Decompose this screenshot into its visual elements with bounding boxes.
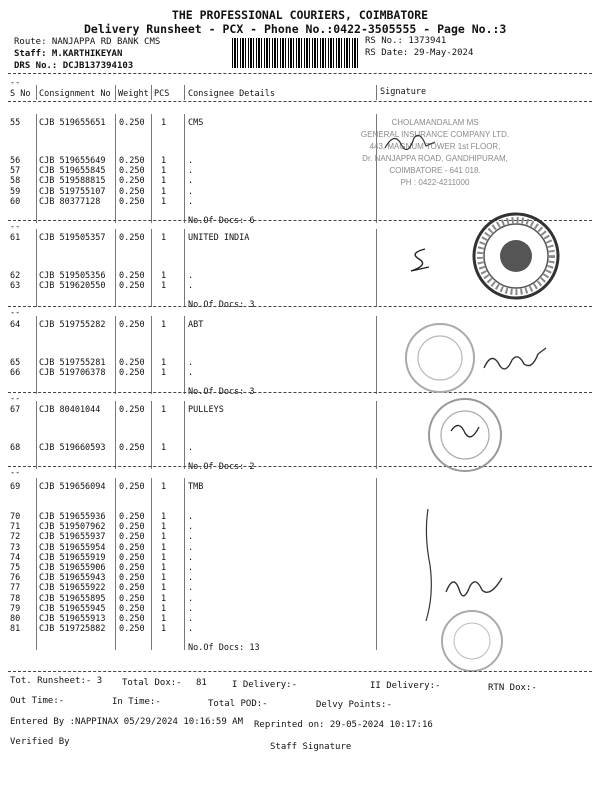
ii-delivery-label: II Delivery:-: [370, 681, 441, 691]
col-divider: [184, 401, 185, 469]
row-consignment-no: CJB 519655845: [39, 166, 106, 177]
verified-by: Verified By: [10, 737, 70, 747]
col-divider: [376, 478, 377, 650]
row-weight: 0.250: [119, 573, 145, 584]
row-weight: 0.250: [119, 271, 145, 281]
total-dox-value: 81: [196, 678, 207, 688]
row-sno: 80: [10, 614, 21, 624]
row-weight: 0.250: [119, 176, 145, 187]
row-weight: 0.250: [119, 614, 145, 624]
i-delivery-label: I Delivery:-: [232, 680, 298, 690]
row-sno: 75: [10, 563, 21, 573]
row-pcs: 1: [161, 186, 167, 197]
barcode-image: [232, 38, 360, 68]
row-dot-marker: .: [188, 563, 194, 573]
row-weight: 0.250: [119, 405, 145, 415]
col-divider: [151, 316, 152, 394]
row-sno: 65: [10, 358, 21, 368]
row-dot-marker: .: [188, 156, 194, 166]
staff-signature: Staff Signature: [270, 742, 352, 752]
row-pcs: 1: [161, 563, 167, 573]
header-separator: [8, 73, 592, 74]
row-pcs: 1: [161, 573, 167, 584]
row-weight: 0.250: [119, 368, 145, 379]
row-weight: 0.250: [119, 603, 145, 614]
col-divider: [36, 478, 37, 650]
row-pcs: 1: [161, 532, 167, 543]
row-sno: 64: [10, 320, 21, 330]
row-pcs: 1: [161, 614, 167, 624]
row-pcs: 1: [161, 320, 167, 330]
docs-count: No.Of Docs: 6: [188, 216, 255, 226]
total-pod-label: Total POD:-: [208, 699, 268, 709]
col-divider: [115, 478, 116, 650]
docs-count: No.Of Docs: 2: [188, 462, 255, 473]
total-dox-label: Total Dox:-: [122, 678, 182, 688]
row-consignment-no: CJB 519620550: [39, 281, 106, 292]
consignee-name: PULLEYS: [188, 405, 224, 415]
united-india-seal: [470, 210, 562, 302]
row-dot-marker: .: [188, 522, 194, 533]
row-pcs: 1: [161, 512, 167, 522]
pulleys-seal: [425, 395, 505, 475]
col-divider: [36, 401, 37, 469]
col-weight: Weight: [118, 89, 149, 99]
row-dot-marker: .: [188, 443, 194, 453]
group-separator: [8, 392, 592, 393]
row-dot-marker: .: [188, 166, 194, 177]
row-consignment-no: CJB 519507962: [39, 522, 106, 533]
row-pcs: 1: [161, 522, 167, 533]
col-divider: [36, 114, 37, 223]
row-weight: 0.250: [119, 118, 145, 128]
runsheet-total: Tot. Runsheet:- 3: [10, 676, 103, 686]
col-divider: [151, 114, 152, 223]
row-consignment-no: CJB 519706378: [39, 368, 106, 379]
row-sno: 59: [10, 186, 21, 197]
header-dash: --: [10, 78, 21, 88]
row-consignment-no: CJB 519655895: [39, 593, 106, 604]
row-dot-marker: .: [188, 542, 194, 553]
col-signature: Signature: [380, 87, 427, 97]
row-weight: 0.250: [119, 593, 145, 604]
row-consignment-no: CJB 519655913: [39, 614, 106, 624]
row-sno: 58: [10, 176, 21, 187]
row-consignment-no: CJB 519588815: [39, 176, 106, 187]
row-consignment-no: CJB 519655937: [39, 532, 106, 543]
abt-seal: [400, 318, 480, 398]
row-dot-marker: .: [188, 271, 194, 281]
row-dot-marker: .: [188, 176, 194, 187]
row-weight: 0.250: [119, 186, 145, 197]
row-sno: 68: [10, 443, 21, 453]
abt-signature: [480, 340, 550, 380]
consignee-name: UNITED INDIA: [188, 233, 250, 243]
col-divider: [376, 401, 377, 469]
cms-stamp-line: PH : 0422-4211000: [400, 178, 470, 187]
row-pcs: 1: [161, 443, 167, 453]
col-divider: [115, 85, 116, 100]
row-consignment-no: CJB 519655649: [39, 156, 106, 166]
row-sno: 69: [10, 482, 21, 492]
drs-number: DRS No.: DCJB137394103: [14, 61, 134, 71]
row-dot-marker: .: [188, 532, 194, 543]
col-divider: [184, 85, 185, 100]
in-time-label: In Time:-: [112, 697, 161, 707]
row-sno: 70: [10, 512, 21, 522]
col-divider: [184, 229, 185, 307]
row-weight: 0.250: [119, 320, 145, 330]
row-pcs: 1: [161, 603, 167, 614]
row-pcs: 1: [161, 118, 167, 128]
row-consignment-no: CJB 519755282: [39, 320, 106, 330]
col-consignee: Consignee Details: [188, 89, 275, 99]
col-divider: [151, 229, 152, 307]
united-india-signature: [405, 245, 435, 275]
row-dot-marker: .: [188, 614, 194, 624]
row-sno: 55: [10, 118, 21, 128]
row-pcs: 1: [161, 624, 167, 635]
row-sno: 76: [10, 573, 21, 584]
col-divider: [376, 316, 377, 394]
rtn-dox-label: RTN Dox:-: [488, 683, 537, 693]
row-dot-marker: .: [188, 573, 194, 584]
docs-count: No.Of Docs: 3: [188, 387, 255, 398]
reprinted-on: Reprinted on: 29-05-2024 10:17:16: [254, 720, 433, 730]
row-pcs: 1: [161, 405, 167, 415]
row-consignment-no: CJB 519655651: [39, 118, 106, 128]
row-pcs: 1: [161, 233, 167, 243]
group-dash: --: [10, 468, 21, 478]
row-consignment-no: CJB 519660593: [39, 443, 106, 453]
row-pcs: 1: [161, 166, 167, 177]
row-consignment-no: CJB 519655954: [39, 542, 106, 553]
col-divider: [184, 478, 185, 650]
row-consignment-no: CJB 519755281: [39, 358, 106, 368]
row-consignment-no: CJB 519505356: [39, 271, 106, 281]
group-dash: --: [10, 394, 21, 404]
col-divider: [184, 114, 185, 223]
row-pcs: 1: [161, 583, 167, 594]
row-dot-marker: .: [188, 603, 194, 614]
consignee-name: ABT: [188, 320, 204, 330]
cms-stamp-line: GENERAL INSURANCE COMPANY LTD.: [360, 130, 510, 139]
row-dot-marker: .: [188, 186, 194, 197]
row-consignment-no: CJB 80401044: [39, 405, 101, 415]
row-sno: 56: [10, 156, 21, 166]
row-consignment-no: CJB 519505357: [39, 233, 106, 243]
row-pcs: 1: [161, 552, 167, 563]
row-weight: 0.250: [119, 233, 145, 243]
out-time-label: Out Time:-: [10, 696, 65, 706]
row-dot-marker: .: [188, 593, 194, 604]
group-separator: [8, 306, 592, 307]
row-weight: 0.250: [119, 563, 145, 573]
row-weight: 0.250: [119, 512, 145, 522]
row-sno: 62: [10, 271, 21, 281]
group-dash: --: [10, 308, 21, 318]
column-header-separator: [8, 101, 592, 102]
col-divider: [115, 401, 116, 469]
consignee-name: TMB: [188, 482, 204, 492]
route-label: Route: NANJAPPA RD BANK CMS: [14, 37, 161, 47]
col-divider: [151, 478, 152, 650]
row-sno: 73: [10, 542, 21, 553]
row-consignment-no: CJB 519655922: [39, 583, 106, 594]
row-dot-marker: .: [188, 281, 194, 292]
col-divider: [376, 85, 377, 100]
row-weight: 0.250: [119, 482, 145, 492]
cms-signature: [380, 128, 440, 158]
row-weight: 0.250: [119, 552, 145, 563]
cms-stamp-line: Dr. NANJAPPA ROAD, GANDHIPURAM,: [362, 154, 508, 163]
row-pcs: 1: [161, 358, 167, 368]
row-consignment-no: CJB 519655919: [39, 552, 106, 563]
col-divider: [36, 229, 37, 307]
row-dot-marker: .: [188, 624, 194, 635]
cms-stamp-line: CHOLAMANDALAM MS: [391, 118, 479, 127]
row-dot-marker: .: [188, 368, 194, 379]
col-sno: S No: [10, 89, 31, 99]
row-sno: 78: [10, 593, 21, 604]
col-divider: [115, 114, 116, 223]
company-title: THE PROFESSIONAL COURIERS, COIMBATORE: [171, 8, 429, 22]
row-dot-marker: .: [188, 358, 194, 368]
docs-count: No.Of Docs: 3: [188, 300, 255, 311]
cms-stamp-line: COIMBATORE - 641 018.: [389, 166, 481, 175]
row-consignment-no: CJB 519725882: [39, 624, 106, 635]
row-sno: 74: [10, 552, 21, 563]
col-divider: [376, 229, 377, 307]
tmb-seal: [432, 606, 512, 676]
row-sno: 57: [10, 166, 21, 177]
cms-stamp-line: 443, MAGNUM TOWER 1st FLOOR,: [369, 142, 501, 151]
row-consignment-no: CJB 519755107: [39, 186, 106, 197]
row-dot-marker: .: [188, 196, 194, 207]
entered-by: Entered By :NAPPINAX 05/29/2024 10:16:59 AM: [10, 717, 243, 727]
row-weight: 0.250: [119, 542, 145, 553]
row-sno: 67: [10, 405, 21, 415]
row-weight: 0.250: [119, 532, 145, 543]
row-sno: 63: [10, 281, 21, 292]
row-sno: 66: [10, 368, 21, 379]
row-weight: 0.250: [119, 358, 145, 368]
row-pcs: 1: [161, 196, 167, 207]
row-pcs: 1: [161, 156, 167, 166]
consignee-name: CMS: [188, 118, 204, 128]
row-weight: 0.250: [119, 166, 145, 177]
row-consignment-no: CJB 519655936: [39, 512, 106, 522]
group-dash: --: [10, 222, 21, 232]
row-dot-marker: .: [188, 552, 194, 563]
row-sno: 79: [10, 603, 21, 614]
row-pcs: 1: [161, 271, 167, 281]
row-weight: 0.250: [119, 156, 145, 166]
row-consignment-no: CJB 519655943: [39, 573, 106, 584]
row-pcs: 1: [161, 593, 167, 604]
rs-date: RS Date: 29-May-2024: [365, 48, 474, 58]
row-consignment-no: CJB 80377128: [39, 196, 101, 207]
col-divider: [115, 316, 116, 394]
row-consignment-no: CJB 519655906: [39, 563, 106, 573]
row-pcs: 1: [161, 368, 167, 379]
row-weight: 0.250: [119, 522, 145, 533]
col-pcs: PCS: [154, 89, 170, 99]
row-pcs: 1: [161, 542, 167, 553]
tmb-signature: [440, 568, 510, 608]
row-sno: 72: [10, 532, 21, 543]
row-sno: 77: [10, 583, 21, 594]
col-divider: [151, 85, 152, 100]
row-dot-marker: .: [188, 583, 194, 594]
row-weight: 0.250: [119, 196, 145, 207]
row-weight: 0.250: [119, 443, 145, 453]
col-consignment: Consignment No: [39, 89, 111, 99]
row-sno: 71: [10, 522, 21, 533]
col-divider: [36, 316, 37, 394]
delvy-points-label: Delvy Points:-: [316, 700, 392, 710]
row-pcs: 1: [161, 482, 167, 492]
row-weight: 0.250: [119, 281, 145, 292]
row-dot-marker: .: [188, 512, 194, 522]
row-sno: 61: [10, 233, 21, 243]
row-pcs: 1: [161, 281, 167, 292]
row-sno: 81: [10, 624, 21, 635]
col-divider: [151, 401, 152, 469]
col-divider: [115, 229, 116, 307]
footer-separator: [8, 671, 592, 672]
row-sno: 60: [10, 196, 21, 207]
row-weight: 0.250: [119, 624, 145, 635]
staff-label: Staff: M.KARTHIKEYAN: [14, 49, 123, 59]
col-divider: [36, 85, 37, 100]
rs-number: RS No.: 1373941: [365, 36, 447, 46]
runsheet-subtitle: Delivery Runsheet - PCX - Phone No.:0422-3505555 - Page No.:3: [84, 22, 507, 36]
row-consignment-no: CJB 519656094: [39, 482, 106, 492]
row-weight: 0.250: [119, 583, 145, 594]
docs-count: No.Of Docs: 13: [188, 643, 260, 654]
row-consignment-no: CJB 519655945: [39, 603, 106, 614]
col-divider: [184, 316, 185, 394]
row-pcs: 1: [161, 176, 167, 187]
